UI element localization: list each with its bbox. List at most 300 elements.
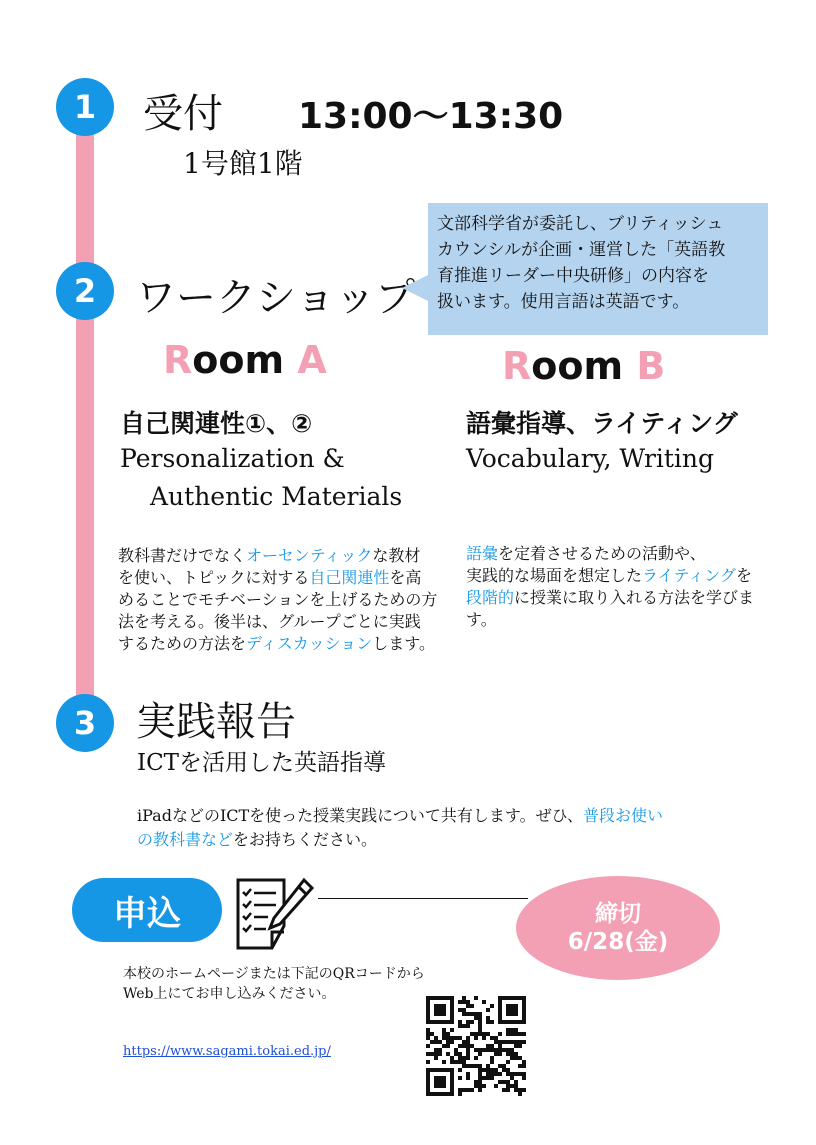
step-3-badge	[56, 694, 114, 752]
qr-module	[482, 1084, 486, 1088]
qr-module	[506, 1072, 510, 1076]
qr-module	[482, 1048, 486, 1052]
qr-module	[438, 1020, 442, 1024]
qr-module	[466, 1000, 470, 1004]
qr-module	[498, 1012, 502, 1016]
qr-module	[434, 1020, 438, 1024]
qr-module	[486, 1064, 490, 1068]
qr-module	[514, 1080, 518, 1084]
room-b-topic-en: Vocabulary, Writing	[466, 444, 715, 473]
qr-module	[510, 1040, 514, 1044]
qr-module	[458, 1000, 462, 1004]
qr-module	[450, 1036, 454, 1040]
qr-code[interactable]	[426, 996, 526, 1096]
qr-module	[490, 1044, 494, 1048]
qr-module	[478, 1088, 482, 1092]
qr-module	[494, 1048, 498, 1052]
deadline-badge	[516, 876, 720, 980]
qr-module	[478, 1032, 482, 1036]
qr-module	[446, 1032, 450, 1036]
qr-module	[514, 1004, 518, 1008]
qr-module	[438, 1052, 442, 1056]
qr-module	[506, 1008, 510, 1012]
qr-module	[458, 1056, 462, 1060]
qr-module	[426, 1068, 430, 1072]
qr-module	[426, 1080, 430, 1084]
qr-module	[494, 1068, 498, 1072]
qr-module	[522, 1040, 526, 1044]
qr-module	[518, 1040, 522, 1044]
qr-module	[474, 996, 478, 1000]
qr-module	[426, 1000, 430, 1004]
qr-module	[466, 1064, 470, 1068]
qr-module	[482, 1036, 486, 1040]
step-3-description	[137, 804, 737, 852]
qr-module	[426, 1028, 430, 1032]
qr-module	[466, 1020, 470, 1024]
qr-module	[462, 1040, 466, 1044]
qr-module	[442, 1080, 446, 1084]
qr-module	[466, 1076, 470, 1080]
qr-module	[462, 1064, 466, 1068]
qr-module	[502, 1040, 506, 1044]
qr-module	[518, 1064, 522, 1068]
qr-module	[514, 1028, 518, 1032]
qr-module	[438, 1076, 442, 1080]
qr-module	[450, 1040, 454, 1044]
qr-module	[430, 1020, 434, 1024]
callout-line: 文部科学省が委託し、ブリティッシュ	[437, 214, 724, 234]
step-1-title: 受付	[143, 91, 223, 137]
qr-module	[514, 1084, 518, 1088]
qr-module	[450, 1076, 454, 1080]
qr-module	[466, 1072, 470, 1076]
qr-module	[438, 1084, 442, 1088]
qr-module	[434, 1076, 438, 1080]
qr-module	[478, 1076, 482, 1080]
qr-module	[426, 1092, 430, 1096]
qr-module	[498, 996, 502, 1000]
qr-module	[510, 1020, 514, 1024]
qr-module	[442, 1028, 446, 1032]
qr-module	[446, 1040, 450, 1044]
qr-module	[450, 1012, 454, 1016]
qr-module	[478, 1028, 482, 1032]
qr-module	[478, 1084, 482, 1088]
room-a-word: oom	[192, 338, 285, 382]
qr-module	[438, 1048, 442, 1052]
qr-module	[450, 1072, 454, 1076]
room-b-letter: B	[636, 344, 666, 388]
qr-module	[518, 1072, 522, 1076]
qr-module	[522, 1076, 526, 1080]
qr-module	[522, 996, 526, 1000]
qr-module	[450, 1080, 454, 1084]
qr-module	[450, 1060, 454, 1064]
qr-module	[498, 1044, 502, 1048]
qr-module	[434, 1048, 438, 1052]
qr-module	[474, 1036, 478, 1040]
qr-module	[462, 1000, 466, 1004]
room-b-topic-ja: 語彙指導、ライティング	[466, 409, 738, 438]
step-3-title: 実践報告	[136, 699, 296, 745]
apply-note	[123, 964, 425, 1004]
qr-module	[494, 1040, 498, 1044]
qr-module	[478, 1020, 482, 1024]
qr-module	[510, 1056, 514, 1060]
qr-module	[434, 1092, 438, 1096]
step-2-title: ワークショップ	[136, 275, 416, 321]
qr-module	[490, 1072, 494, 1076]
qr-module	[510, 1028, 514, 1032]
qr-module	[522, 1032, 526, 1036]
qr-module	[514, 1012, 518, 1016]
desc-highlight: ライティング	[642, 566, 736, 585]
qr-module	[514, 996, 518, 1000]
desc-text: を	[735, 566, 752, 585]
qr-module	[490, 1020, 494, 1024]
qr-module	[466, 1040, 470, 1044]
qr-module	[502, 1020, 506, 1024]
qr-module	[442, 1032, 446, 1036]
qr-module	[462, 1012, 466, 1016]
desc-highlight: の教科書など	[137, 830, 234, 849]
qr-module	[430, 1032, 434, 1036]
qr-module	[438, 1012, 442, 1016]
step-3-number: 3	[73, 704, 97, 742]
qr-module	[466, 1024, 470, 1028]
qr-module	[430, 1052, 434, 1056]
qr-module	[434, 1052, 438, 1056]
qr-module	[518, 1092, 522, 1096]
qr-module	[486, 1032, 490, 1036]
qr-module	[470, 1064, 474, 1068]
qr-module	[482, 1068, 486, 1072]
qr-module	[446, 1068, 450, 1072]
qr-module	[498, 1048, 502, 1052]
qr-module	[518, 1044, 522, 1048]
qr-module	[478, 1068, 482, 1072]
qr-module	[426, 1032, 430, 1036]
qr-module	[434, 1056, 438, 1060]
qr-module	[434, 1004, 438, 1008]
desc-text: に授業に取り入れる方法を学びま	[514, 588, 755, 607]
qr-module	[518, 1020, 522, 1024]
qr-module	[458, 1068, 462, 1072]
qr-module	[498, 1080, 502, 1084]
qr-module	[498, 1064, 502, 1068]
step-2-badge	[56, 262, 114, 320]
qr-module	[510, 1052, 514, 1056]
room-a-topic-en-2: Authentic Materials	[150, 482, 403, 511]
qr-module	[434, 996, 438, 1000]
qr-module	[442, 1012, 446, 1016]
qr-module	[514, 1044, 518, 1048]
qr-module	[474, 1080, 478, 1084]
qr-module	[434, 1012, 438, 1016]
desc-highlight: 語彙	[466, 544, 499, 563]
qr-module	[510, 1004, 514, 1008]
qr-module	[434, 1040, 438, 1044]
qr-module	[502, 1068, 506, 1072]
qr-module	[442, 996, 446, 1000]
qr-module	[478, 1016, 482, 1020]
desc-highlight: 普段お使い	[582, 806, 663, 825]
qr-module	[426, 1036, 430, 1040]
workshop-callout	[428, 203, 768, 335]
qr-module	[442, 1076, 446, 1080]
step-1-number: 1	[73, 88, 97, 126]
qr-module	[514, 1072, 518, 1076]
qr-module	[466, 1012, 470, 1016]
qr-module	[510, 1084, 514, 1088]
qr-module	[426, 1016, 430, 1020]
qr-module	[510, 1008, 514, 1012]
room-a-description	[118, 545, 438, 655]
qr-module	[502, 1080, 506, 1084]
qr-module	[470, 1088, 474, 1092]
desc-text: めることでモチベーションを上げるための方	[118, 590, 438, 609]
qr-module	[506, 1068, 510, 1072]
room-a-heading	[163, 338, 327, 382]
qr-module	[494, 1084, 498, 1088]
qr-module	[510, 996, 514, 1000]
qr-module	[438, 996, 442, 1000]
qr-module	[506, 1088, 510, 1092]
qr-module	[510, 1032, 514, 1036]
room-a-topic-en-1: Personalization &	[120, 444, 345, 473]
desc-text: す。	[466, 610, 497, 629]
qr-module	[490, 1068, 494, 1072]
qr-module	[462, 1088, 466, 1092]
qr-module	[466, 1056, 470, 1060]
qr-module	[450, 996, 454, 1000]
desc-highlight: ディスカッション	[246, 634, 373, 653]
qr-module	[446, 1092, 450, 1096]
qr-module	[466, 1004, 470, 1008]
qr-module	[470, 1044, 474, 1048]
qr-module	[470, 1004, 474, 1008]
room-a-initial: R	[163, 338, 193, 382]
school-url-link[interactable]: https://www.sagami.tokai.ed.jp/	[123, 1044, 331, 1059]
qr-module	[442, 1020, 446, 1024]
qr-module	[518, 1088, 522, 1092]
qr-module	[474, 1012, 478, 1016]
qr-module	[438, 1068, 442, 1072]
qr-module	[434, 1008, 438, 1012]
callout-tail	[402, 274, 430, 302]
qr-module	[438, 1008, 442, 1012]
qr-module	[518, 1056, 522, 1060]
qr-module	[426, 1076, 430, 1080]
qr-module	[426, 1004, 430, 1008]
qr-module	[434, 1084, 438, 1088]
qr-module	[510, 1012, 514, 1016]
qr-module	[478, 1048, 482, 1052]
desc-text: な教材	[372, 546, 421, 565]
qr-module	[430, 1092, 434, 1096]
qr-module	[450, 1028, 454, 1032]
connector-line	[318, 898, 528, 899]
qr-module	[490, 1004, 494, 1008]
qr-module	[506, 1032, 510, 1036]
qr-module	[486, 1068, 490, 1072]
qr-module	[494, 1072, 498, 1076]
qr-module	[494, 1036, 498, 1040]
qr-module	[474, 1064, 478, 1068]
qr-module	[498, 1032, 502, 1036]
qr-module	[502, 996, 506, 1000]
qr-module	[458, 1052, 462, 1056]
qr-module	[514, 1056, 518, 1060]
qr-module	[426, 1052, 430, 1056]
room-b-description	[466, 543, 786, 631]
deadline-label: 締切	[595, 901, 641, 927]
qr-module	[502, 1088, 506, 1092]
qr-module	[498, 1072, 502, 1076]
qr-module	[522, 1000, 526, 1004]
qr-module	[454, 1048, 458, 1052]
qr-module	[458, 1092, 462, 1096]
qr-module	[478, 1080, 482, 1084]
qr-module	[486, 1020, 490, 1024]
qr-module	[426, 1012, 430, 1016]
qr-module	[470, 1012, 474, 1016]
qr-module	[430, 996, 434, 1000]
callout-line: 扱います。使用言語は英語です。	[437, 292, 690, 312]
qr-module	[470, 1020, 474, 1024]
qr-module	[506, 1084, 510, 1088]
qr-module	[442, 1060, 446, 1064]
room-b-word: oom	[531, 344, 624, 388]
qr-module	[498, 1040, 502, 1044]
qr-module	[450, 1016, 454, 1020]
qr-module	[458, 1044, 462, 1048]
qr-module	[522, 1004, 526, 1008]
qr-module	[490, 1048, 494, 1052]
qr-module	[514, 1040, 518, 1044]
qr-module	[518, 1032, 522, 1036]
qr-module	[486, 1072, 490, 1076]
qr-module	[442, 1068, 446, 1072]
qr-module	[466, 1088, 470, 1092]
desc-text: を定着させるための活動や、	[498, 544, 706, 563]
qr-module	[494, 1052, 498, 1056]
qr-module	[506, 1012, 510, 1016]
reception-time: 13:00〜13:30	[298, 96, 564, 137]
qr-module	[458, 1020, 462, 1024]
desc-text: を使い、トピックに対する	[118, 568, 310, 587]
qr-module	[438, 1080, 442, 1084]
qr-module	[522, 1016, 526, 1020]
qr-module	[426, 1044, 430, 1048]
qr-module	[474, 1016, 478, 1020]
reception-location: 1号館1階	[183, 147, 303, 180]
qr-module	[502, 1064, 506, 1068]
qr-module	[450, 1004, 454, 1008]
qr-module	[438, 1004, 442, 1008]
desc-highlight: オーセンティック	[246, 546, 373, 565]
qr-module	[498, 1052, 502, 1056]
desc-text: 法を考える。後半は、グループごとに実践	[118, 612, 421, 631]
qr-module	[522, 1012, 526, 1016]
qr-module	[490, 1060, 494, 1064]
qr-module	[454, 1052, 458, 1056]
qr-module	[506, 1048, 510, 1052]
qr-module	[446, 1052, 450, 1056]
qr-module	[458, 1060, 462, 1064]
qr-module	[450, 1056, 454, 1060]
qr-module	[490, 1036, 494, 1040]
qr-module	[458, 1076, 462, 1080]
qr-module	[430, 1068, 434, 1072]
qr-module	[478, 1012, 482, 1016]
qr-module	[514, 1008, 518, 1012]
qr-module	[474, 1084, 478, 1088]
qr-module	[506, 1080, 510, 1084]
qr-module	[450, 1092, 454, 1096]
qr-module	[462, 1024, 466, 1028]
room-a-topic-ja: 自己関連性①、②	[120, 409, 313, 438]
qr-module	[462, 1060, 466, 1064]
qr-module	[522, 1008, 526, 1012]
room-b-initial: R	[502, 344, 532, 388]
desc-text: するための方法を	[118, 634, 247, 653]
qr-module	[510, 1072, 514, 1076]
qr-module	[478, 1064, 482, 1068]
deadline-date: 6/28(金)	[567, 929, 669, 955]
apply-label: 申込	[113, 893, 181, 934]
qr-module	[426, 996, 430, 1000]
qr-module	[490, 1056, 494, 1060]
qr-module	[450, 1008, 454, 1012]
qr-module	[442, 1084, 446, 1088]
qr-module	[450, 1020, 454, 1024]
qr-module	[506, 1028, 510, 1032]
qr-module	[434, 1036, 438, 1040]
qr-module	[486, 1048, 490, 1052]
qr-module	[514, 1020, 518, 1024]
apply-note-line: Web上にてお申し込みください。	[123, 986, 336, 1002]
qr-module	[442, 1044, 446, 1048]
callout-line: カウンシルが企画・運営した「英語教	[437, 240, 726, 260]
qr-module	[442, 1036, 446, 1040]
qr-module	[514, 1052, 518, 1056]
qr-module	[458, 1008, 462, 1012]
desc-text: します。	[372, 634, 435, 653]
qr-module	[442, 1008, 446, 1012]
step-1-badge	[56, 78, 114, 136]
qr-module	[506, 1020, 510, 1024]
qr-module	[482, 1076, 486, 1080]
qr-module	[506, 1040, 510, 1044]
checklist-pencil-icon	[232, 874, 316, 954]
qr-module	[478, 1072, 482, 1076]
qr-module	[474, 1056, 478, 1060]
qr-module	[446, 1044, 450, 1048]
qr-module	[458, 1024, 462, 1028]
qr-module	[430, 1040, 434, 1044]
qr-module	[462, 996, 466, 1000]
qr-module	[446, 996, 450, 1000]
qr-module	[498, 1020, 502, 1024]
qr-module	[466, 1036, 470, 1040]
room-b-heading	[502, 344, 665, 388]
desc-highlight: 自己関連性	[309, 568, 390, 587]
qr-module	[506, 1060, 510, 1064]
qr-module	[482, 1032, 486, 1036]
desc-text: iPadなどのICTを使った授業実践について共有します。ぜひ、	[137, 806, 583, 825]
